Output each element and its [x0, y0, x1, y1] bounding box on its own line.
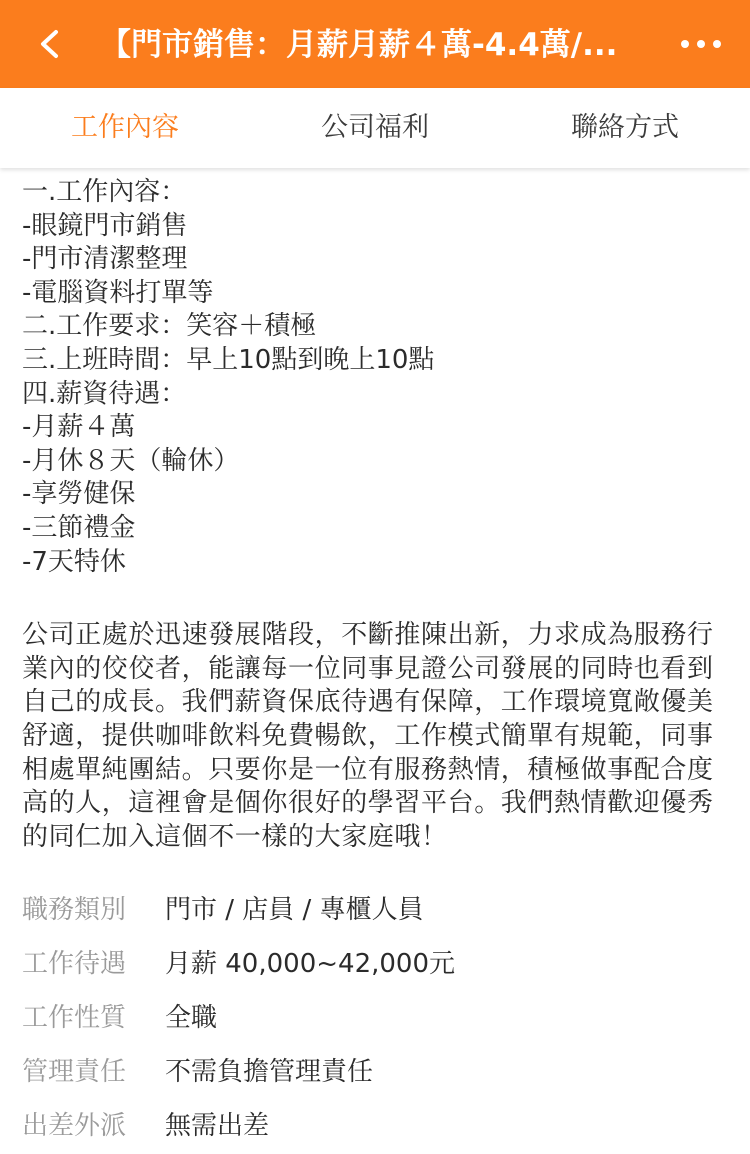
tab-company-benefits[interactable]: 公司福利 [321, 112, 429, 143]
job-description-line: -三節禮金 [22, 512, 136, 543]
detail-row-salary [22, 934, 728, 988]
detail-label: 工作性質 [22, 1002, 127, 1033]
job-description-line: -電腦資料打單等 [22, 277, 214, 308]
detail-label: 管理責任 [22, 1056, 127, 1087]
detail-value: 全職 [165, 1002, 218, 1033]
job-details-list [22, 880, 728, 1150]
chevron-left-icon[interactable] [30, 22, 70, 66]
tab-contact-info[interactable]: 聯絡方式 [571, 112, 679, 143]
job-description-line: 二.工作要求：笑容＋積極 [22, 311, 317, 342]
job-description-line: -7天特休 [22, 546, 126, 577]
detail-row-business-travel [22, 1096, 728, 1150]
job-description-line: 四.薪資待遇： [22, 378, 187, 409]
company-intro-paragraph: 公司正處於迅速發展階段，不斷推陳出新，力求成為服務行業內的佼佼者，能讓每一位同事見證公司發展的同時也看到自己的成長。我們薪資保底待遇有保障，工作環境寬敞優美舒適，提供咖啡飲料免費暢飲，工作模式簡單有規範，同事相處單純團結。只要你是一位有服務熱情，積極做事配合度高的人，這裡會是個你很好的學習平台。我們熱情歡迎優秀的同仁加入這個不一樣的大家庭哦！ [22, 620, 714, 852]
tab-job-content[interactable]: 工作內容 [71, 112, 179, 143]
job-content-panel [22, 176, 728, 1150]
job-description-line: -享勞健保 [22, 479, 136, 510]
page-title: 【門市銷售：月薪月薪４萬-4.4萬/... [100, 27, 618, 63]
detail-value: 月薪 40,000~42,000元 [165, 948, 455, 979]
detail-row-job-type [22, 988, 728, 1042]
detail-row-management [22, 1042, 728, 1096]
detail-label: 職務類別 [22, 894, 127, 925]
more-horizontal-icon[interactable] [676, 22, 726, 66]
job-description-line: -眼鏡門市銷售 [22, 210, 188, 241]
detail-label: 出差外派 [22, 1110, 127, 1141]
detail-value: 門市 / 店員 / 專櫃人員 [165, 894, 424, 925]
top-app-bar [0, 0, 750, 88]
detail-label: 工作待遇 [22, 948, 127, 979]
job-description-line: 一.工作內容： [22, 177, 187, 207]
job-description-line: -月薪４萬 [22, 412, 136, 443]
job-description-line: -門市清潔整理 [22, 244, 188, 275]
detail-value: 不需負擔管理責任 [165, 1056, 374, 1087]
detail-row-job-category [22, 880, 728, 934]
detail-value: 無需出差 [165, 1110, 270, 1141]
job-description-list [22, 176, 728, 579]
job-description-line: 三.上班時間：早上10點到晚上10點 [22, 344, 435, 375]
job-description-line: -月休８天（輪休） [22, 445, 240, 476]
tab-bar [0, 88, 750, 168]
